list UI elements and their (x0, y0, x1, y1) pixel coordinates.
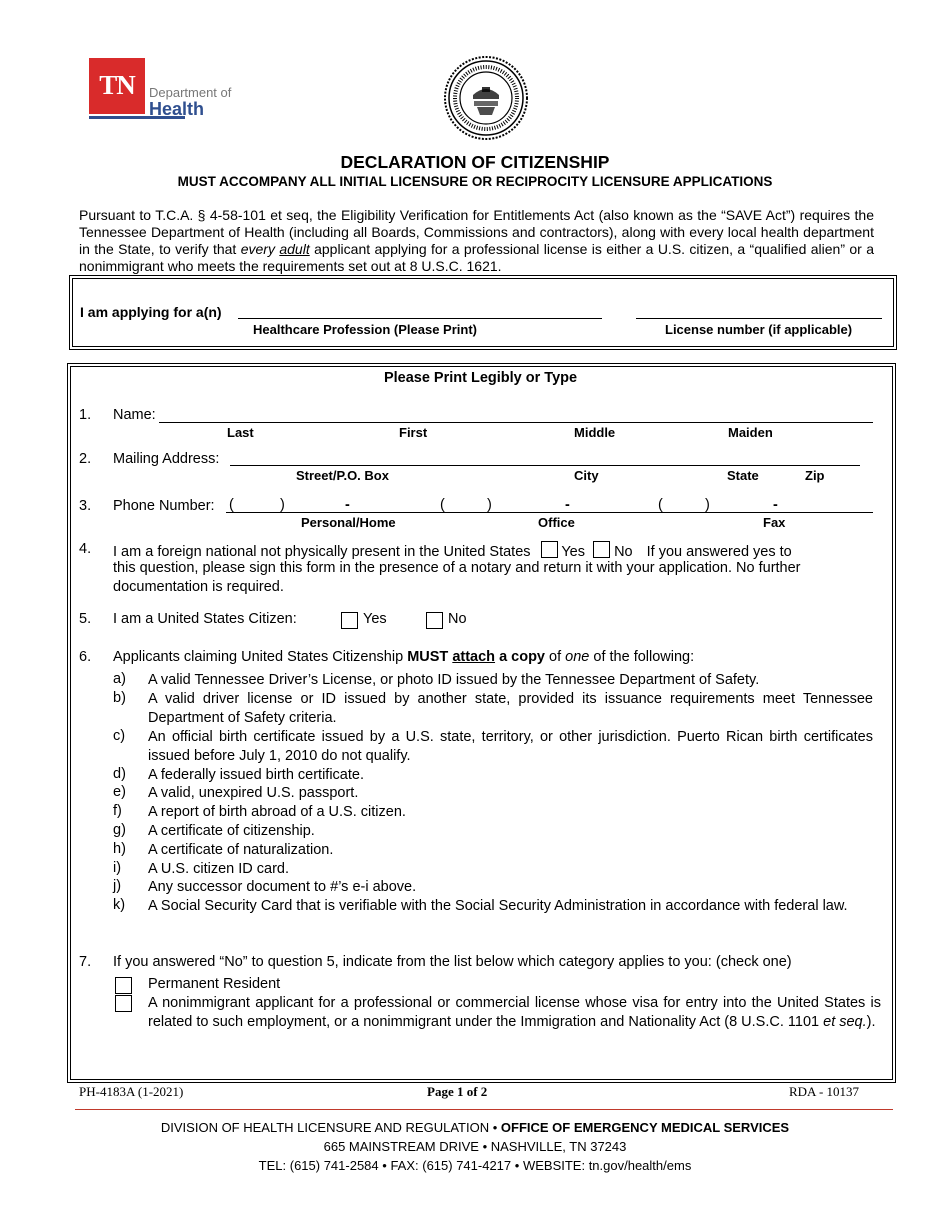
rda-number: RDA - 10137 (789, 1084, 860, 1099)
q6-letter-b: b) (113, 690, 126, 706)
phone-caption-fax: Fax (763, 515, 786, 530)
phone-fax-open: ( (658, 497, 663, 513)
phone-caption-home: Personal/Home (301, 515, 396, 530)
phone-caption-office: Office (538, 515, 575, 530)
q4-yes-checkbox[interactable] (541, 541, 558, 558)
phone-home-dash: - (345, 497, 350, 513)
q1-number: 1. (79, 407, 92, 423)
q6-item-i: A U.S. citizen ID card. (148, 861, 290, 877)
phone-fax-dash: - (773, 497, 778, 513)
footer-address-line: 665 MAINSTREAM DRIVE • NASHVILLE, TN 37243 (323, 1139, 627, 1154)
q6-item-a: A valid Tennessee Driver’s License, or photo ID issued by the Tennessee Department of Safety. (148, 672, 760, 688)
q4-no-checkbox[interactable] (593, 541, 610, 558)
footer-contact-line: TEL: (615) 741-2584 • FAX: (615) 741-4217 • WEBSITE: tn.gov/health/ems (258, 1158, 692, 1173)
q6-item-h: A certificate of naturalization. (148, 842, 334, 858)
profession-caption: Healthcare Profession (Please Print) (253, 322, 477, 337)
page-subtitle: MUST ACCOMPANY ALL INITIAL LICENSURE OR RECIPROCITY LICENSURE APPLICATIONS (177, 174, 773, 189)
address-caption-street: Street/P.O. Box (296, 468, 389, 483)
q5-no-checkbox[interactable] (426, 612, 443, 629)
q2-number: 2. (79, 451, 92, 467)
q6-letter-d: d) (113, 766, 126, 782)
permanent-resident-checkbox[interactable] (115, 977, 132, 994)
seal-icon (443, 55, 529, 141)
tn-health-logo (89, 58, 239, 122)
phone-office-open: ( (440, 497, 445, 513)
address-caption-zip: Zip (805, 468, 825, 483)
q6-item-b: A valid driver license or ID issued by another state, provided its issuance requirements meet Tennessee Department of Safety criteria. (148, 691, 873, 726)
q6-letter-e: e) (113, 784, 126, 800)
q6-number: 6. (79, 649, 92, 665)
profession-field[interactable] (238, 318, 602, 319)
address-caption-city: City (574, 468, 599, 483)
q6-item-f: A report of birth abroad of a U.S. citizen. (148, 804, 406, 820)
address-caption-state: State (727, 468, 759, 483)
q6-item-c: An official birth certificate issued by a U.S. state, territory, or other jurisdiction. Puerto Rican birth certificates issued before July 1, 2010 do not qualify. (148, 729, 873, 764)
name-caption-last: Last (227, 425, 254, 440)
phone-home-open: ( (229, 497, 234, 513)
nonimmigrant-label: A nonimmigrant applicant for a professional or commercial license whose visa for entry into the United States is related to such employment, or a nonimmigrant under the Immigration and Nationality Act (8 U.S.C. 1101 et seq.). (148, 995, 881, 1030)
q4-number: 4. (79, 541, 92, 557)
name-caption-middle: Middle (574, 425, 616, 440)
phone-office-close: ) (487, 497, 492, 513)
form-id: PH-4183A (1-2021) (79, 1084, 184, 1099)
q6-letter-i: i) (113, 860, 122, 876)
tn-badge: TN (89, 58, 145, 114)
permanent-resident-label: Permanent Resident (148, 976, 281, 992)
q6-letter-k: k) (113, 897, 126, 913)
q6-lead: Applicants claiming United States Citizenship MUST attach a copy of one of the following: (113, 649, 695, 665)
q6-letter-g: g) (113, 822, 126, 838)
applying-label: I am applying for a(n) (80, 304, 222, 320)
q4-line2: this question, please sign this form in the presence of a notary and return it with your application. No further (113, 560, 801, 576)
q6-letter-f: f) (113, 803, 122, 819)
name-field[interactable] (159, 422, 873, 423)
q4-line1: I am a foreign national not physically present in the United States Yes No If you answered yes to (113, 541, 792, 560)
q6-item-j: Any successor document to #’s e-i above. (148, 879, 417, 895)
name-caption-first: First (399, 425, 428, 440)
q5-text: I am a United States Citizen: (113, 611, 297, 627)
q6-letter-c: c) (113, 728, 126, 744)
mailing-address-field[interactable] (230, 465, 860, 466)
form-heading: Please Print Legibly or Type (383, 370, 578, 386)
footer-rule (75, 1109, 893, 1110)
q3-number: 3. (79, 498, 92, 514)
q5-number: 5. (79, 611, 92, 627)
q2-label: Mailing Address: (113, 451, 220, 467)
phone-home-close: ) (280, 497, 285, 513)
q3-label: Phone Number: (113, 498, 215, 514)
phone-office-dash: - (565, 497, 570, 513)
q6-letter-h: h) (113, 841, 126, 857)
q5-yes-checkbox[interactable] (341, 612, 358, 629)
q5-yes-label: Yes (363, 611, 387, 627)
intro-paragraph: Pursuant to T.C.A. § 4-58-101 et seq, the Eligibility Verification for Entitlements Act (also known as the “SAVE Act”) requires the Tennessee Department of Health (including all Boards, Commissions and contractors), along with every local health department in the State, to verify that every adult applicant applying for a professional license is either a U.S. citizen, a “qualified alien” or a nonimmigrant who meets the requirements set out at 8 U.S.C. 1621. (79, 207, 874, 274)
page-number: Page 1 of 2 (427, 1084, 488, 1099)
q6-item-d: A federally issued birth certificate. (148, 767, 364, 783)
q6-item-e: A valid, unexpired U.S. passport. (148, 785, 359, 801)
logo-line2: Health (149, 99, 205, 119)
footer-division-line: DIVISION OF HEALTH LICENSURE AND REGULATION • OFFICE OF EMERGENCY MEDICAL SERVICES (160, 1120, 790, 1135)
q6-item-k: A Social Security Card that is verifiable with the Social Security Administration in accordance with federal law. (148, 898, 848, 914)
q7-number: 7. (79, 954, 92, 970)
page-title: DECLARATION OF CITIZENSHIP (340, 152, 610, 172)
q6-letter-j: j) (113, 878, 122, 894)
state-seal (443, 55, 529, 141)
q6-item-g: A certificate of citizenship. (148, 823, 315, 839)
nonimmigrant-checkbox[interactable] (115, 995, 132, 1012)
q1-label: Name: (113, 407, 156, 423)
website-link[interactable]: WEBSITE: tn.gov/health/ems (522, 1158, 692, 1173)
license-number-field[interactable] (636, 318, 882, 319)
name-caption-maiden: Maiden (728, 425, 773, 440)
q7-text: If you answered “No” to question 5, indicate from the list below which category applies to you: (check one) (113, 954, 792, 970)
q4-line3: documentation is required. (113, 579, 284, 595)
phone-fax-close: ) (705, 497, 710, 513)
logo-line1: Department of (149, 85, 232, 100)
q6-letter-a: a) (113, 671, 126, 687)
license-number-caption: License number (if applicable) (665, 322, 853, 337)
q5-no-label: No (448, 611, 467, 627)
